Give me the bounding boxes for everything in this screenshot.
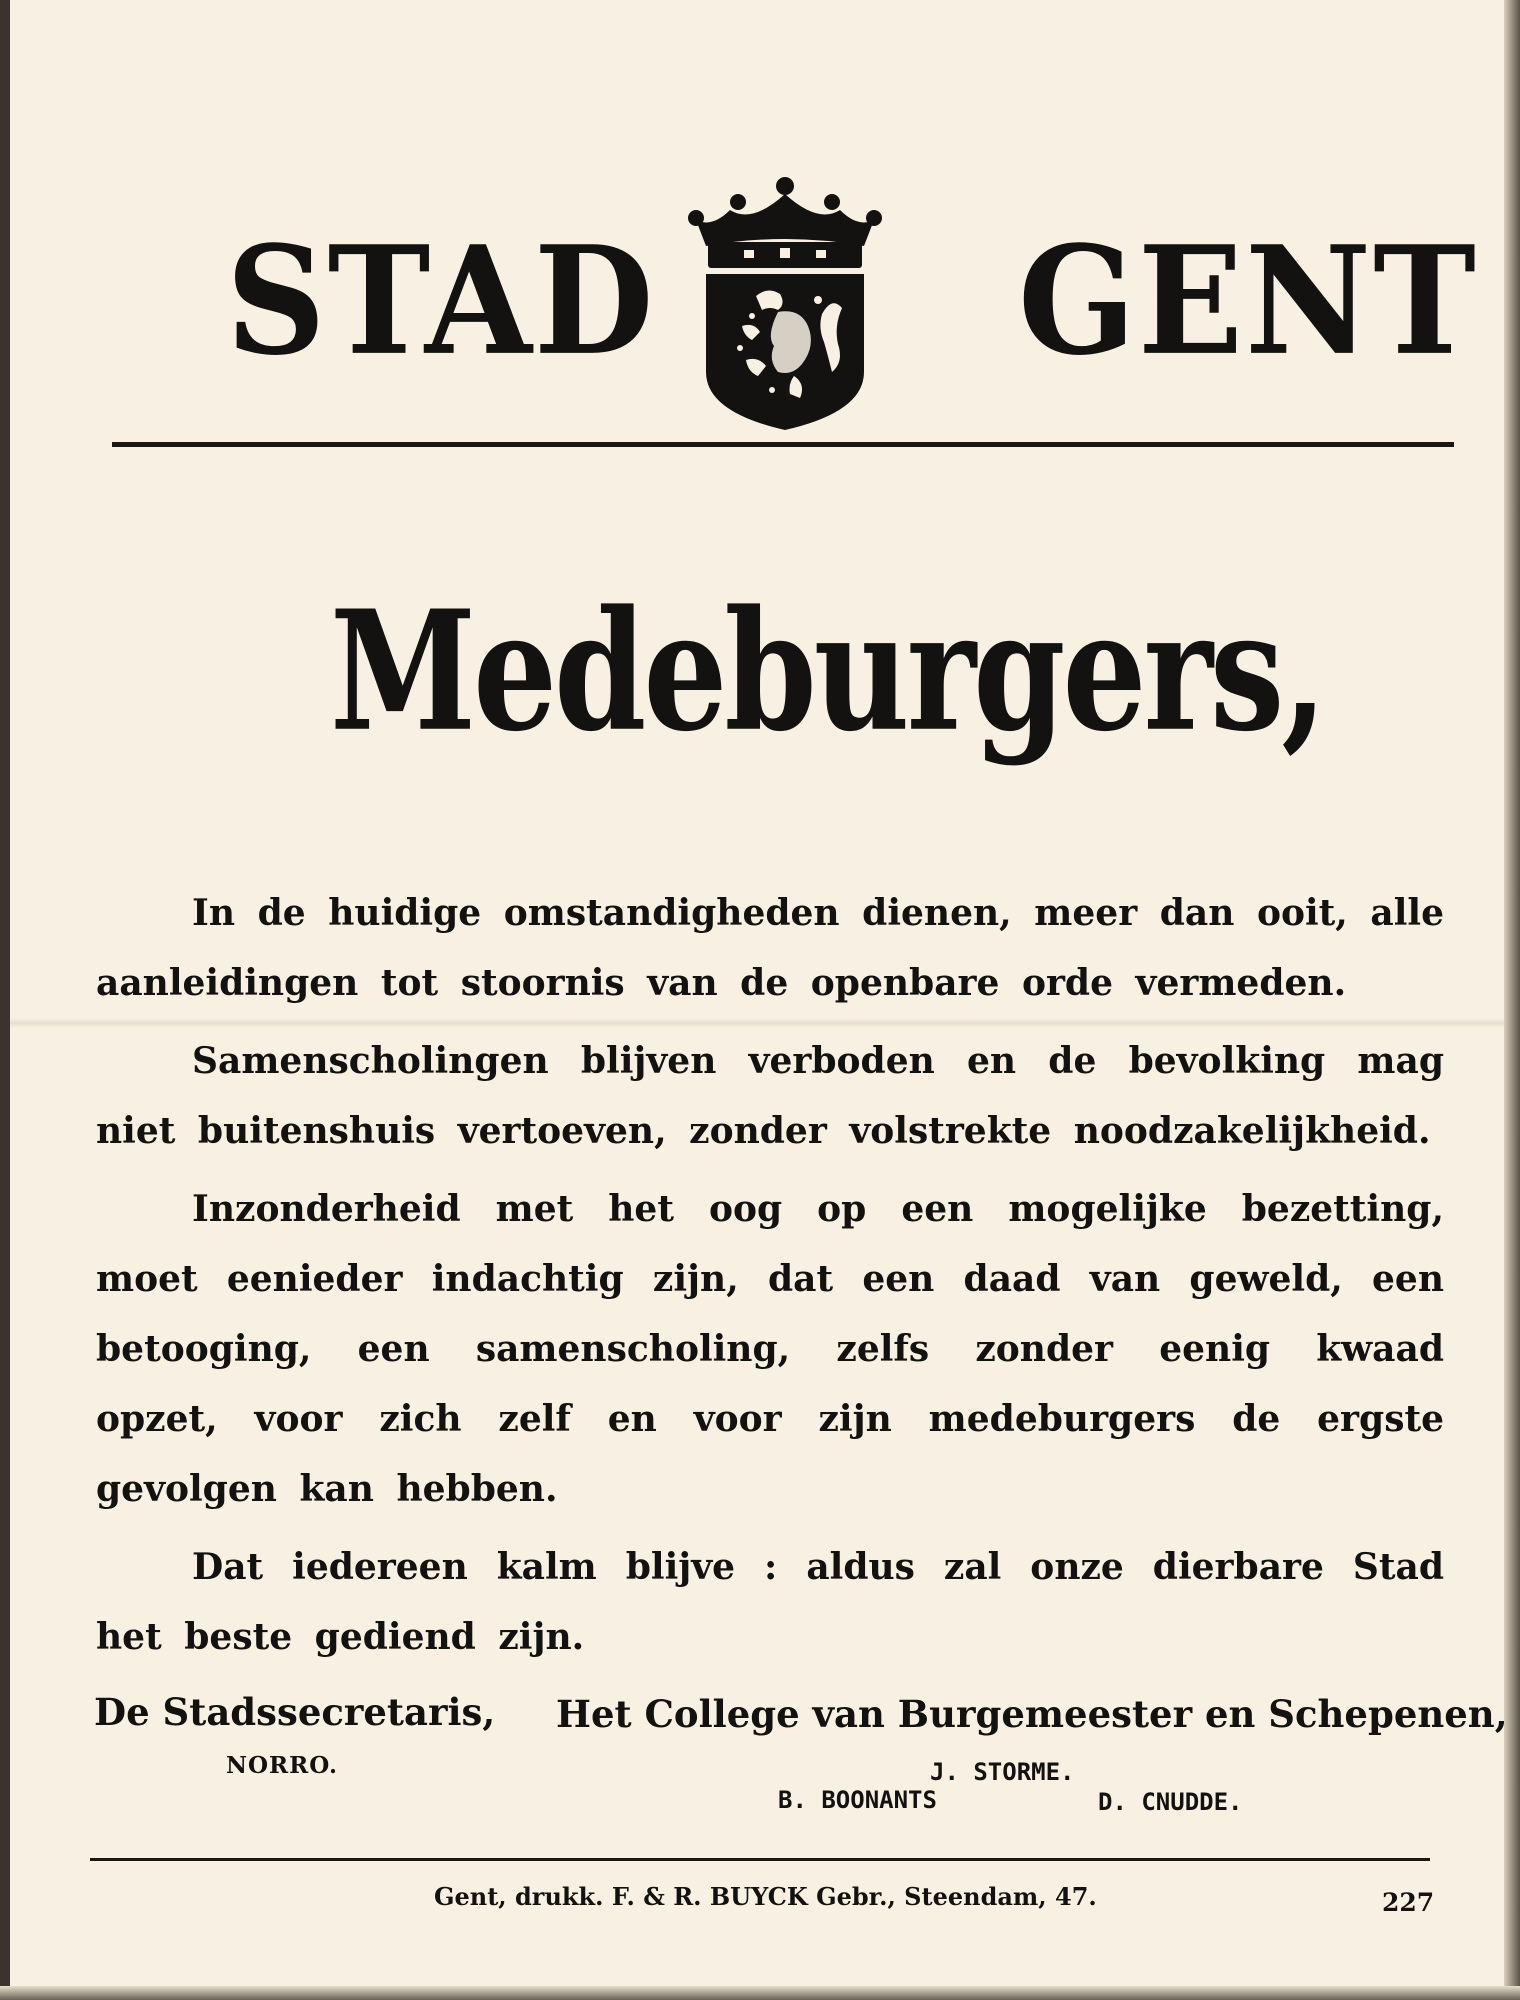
paragraph-4: Dat iedereen kalm blijve : aldus zal onze dierbare Stad het beste gediend zijn. — [96, 1546, 1444, 1658]
alderman-name-1: B. BOONANTS — [778, 1786, 937, 1814]
footer-divider — [90, 1858, 1430, 1861]
alderman-name-2: D. CNUDDE. — [1098, 1788, 1243, 1816]
paper-edge-left — [0, 0, 10, 2000]
printer-imprint: Gent, drukk. F. & R. BUYCK Gebr., Steendam, 47. — [434, 1882, 1097, 1911]
paragraph-1: In de huidige omstandigheden dienen, meer dan ooit, alle aanleidingen tot stoornis van de openbare orde vermeden. — [96, 892, 1444, 1004]
paragraph-2: Samenscholingen blijven verboden en de bevolking mag niet buitenshuis vertoeven, zonder volstrekte noodzakelijkheid. — [96, 1040, 1444, 1152]
college-title: Het College van Burgemeester en Schepenen, — [556, 1692, 1508, 1736]
paper-edge-bottom — [0, 1986, 1520, 2000]
mayor-name: J. STORME. — [930, 1758, 1075, 1786]
headline: Medeburgers, — [330, 575, 1325, 769]
print-number: 227 — [1382, 1888, 1435, 1917]
secretary-name: NORRO. — [226, 1752, 338, 1779]
header-gent: GENT — [1018, 212, 1478, 389]
header-divider — [112, 442, 1454, 447]
proclamation-body — [96, 878, 1444, 1680]
secretary-title: De Stadssecretaris, — [94, 1690, 496, 1734]
header-stad: STAD — [226, 212, 656, 389]
gent-coat-of-arms-icon — [682, 176, 888, 434]
paragraph-3: Inzonderheid met het oog op een mogelijke bezetting, moet eenieder indachtig zijn, dat een daad van geweld, een betooging, een samenscholing, zelfs zonder eenig kwaad opzet, voor zich zelf en voor zijn medeburgers de ergste gevolgen kan hebben. — [96, 1188, 1444, 1510]
